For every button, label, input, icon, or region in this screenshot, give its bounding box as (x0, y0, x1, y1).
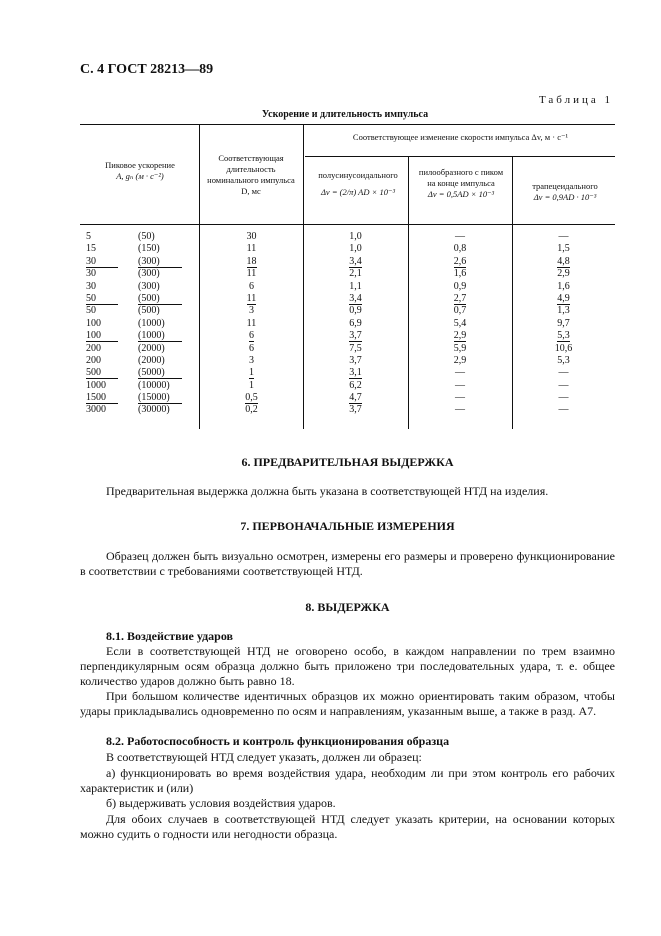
section-7-text: Образец должен быть визуально осмотрен, измерены его размеры и проверено функционирование в соответствии с требованиями соответствующей НТД. (80, 549, 615, 578)
section-8-1-title: 8.1. Воздействие ударов (106, 629, 234, 643)
table-row (80, 293, 615, 305)
cell-velocity-sawtooth: 2,9 (453, 354, 467, 366)
cell-velocity-sawtooth: — (455, 392, 465, 404)
cell-peak-acceleration-si: (30000) (138, 404, 170, 416)
table-group-rule (305, 156, 615, 157)
table-row (80, 268, 615, 280)
cell-duration: 6 (249, 280, 254, 292)
cell-duration: 11 (246, 317, 257, 329)
table-row (80, 281, 615, 293)
cell-peak-acceleration: 100 (86, 330, 118, 342)
cell-peak-acceleration-si: (2000) (138, 342, 165, 354)
cell-velocity-trapezoid: 1,6 (557, 280, 570, 292)
cell-duration: 18 (246, 255, 257, 267)
cell-velocity-trapezoid: — (558, 392, 569, 404)
section-6-text: Предварительная выдержка должна быть указана в соответствующей НТД на изделия. (106, 484, 549, 498)
cell-duration: 11 (246, 292, 257, 304)
cell-velocity-halfsine: 4,7 (349, 392, 362, 404)
header-velocity-change: Соответствующее изменение скорости импульса Δv, м · с⁻¹ (352, 132, 569, 142)
cell-velocity-sawtooth: 2,9 (453, 330, 467, 342)
cell-velocity-halfsine: 3,7 (349, 354, 362, 366)
cell-duration: 11 (246, 268, 257, 280)
cell-peak-acceleration: 30 (86, 256, 118, 268)
cell-peak-acceleration-si: (300) (138, 268, 160, 280)
table-row (80, 256, 615, 268)
cell-velocity-trapezoid: — (558, 231, 569, 242)
cell-velocity-halfsine: 6,2 (349, 379, 362, 391)
header-trapezoid: трапецеидального Δv = 0,9AD · 10⁻³ (532, 181, 598, 202)
cell-peak-acceleration: 1500 (86, 392, 118, 404)
cell-velocity-sawtooth: 0,9 (453, 280, 467, 292)
cell-peak-acceleration: 1000 (86, 379, 106, 391)
cell-peak-acceleration-si: (15000) (138, 392, 182, 404)
table-title: Ускорение и длительность импульса (261, 109, 429, 120)
cell-duration: 11 (246, 243, 257, 255)
table-header-rule (80, 224, 615, 225)
section-6-title: 6. ПРЕДВАРИТЕЛЬНАЯ ВЫДЕРЖКА (241, 455, 454, 469)
cell-peak-acceleration: 30 (86, 268, 96, 280)
cell-peak-acceleration-si: (500) (138, 305, 160, 317)
cell-velocity-halfsine: 2,1 (349, 268, 362, 280)
cell-velocity-trapezoid: — (558, 367, 569, 379)
cell-velocity-trapezoid: 5,3 (557, 354, 570, 366)
table-row (80, 330, 615, 342)
cell-velocity-trapezoid: 2,9 (557, 268, 570, 280)
cell-peak-acceleration-si: (5000) (138, 367, 182, 379)
cell-peak-acceleration: 3000 (86, 404, 106, 416)
header-duration: Соответствующая длительность номинального импульса D, мс (207, 153, 295, 196)
cell-duration: 1 (249, 379, 254, 391)
cell-peak-acceleration-si: (300) (138, 256, 182, 268)
cell-peak-acceleration-si: (500) (138, 293, 182, 305)
cell-duration: 6 (249, 342, 254, 354)
cell-velocity-trapezoid: 1,3 (557, 305, 570, 317)
table-row (80, 243, 615, 255)
cell-peak-acceleration-si: (1000) (138, 330, 182, 342)
cell-velocity-trapezoid: 10,6 (554, 342, 573, 354)
page-header: С. 4 ГОСТ 28213—89 (80, 62, 214, 77)
cell-velocity-halfsine: 3,1 (349, 367, 362, 379)
cell-velocity-trapezoid: — (558, 379, 569, 391)
cell-velocity-trapezoid: 9,7 (557, 317, 570, 329)
header-halfsine: полусинусоидального Δv = (2/π) AD × 10⁻³ (318, 170, 398, 197)
section-8-1-paragraph-2: При большом количестве идентичных образцов их можно ориентировать таким образом, чтобы удары прикладывались одновременно по осям и направлениям, указанным выше, а также в разд. А7. (80, 689, 615, 718)
cell-velocity-sawtooth: 0,8 (453, 243, 467, 255)
cell-peak-acceleration-si: (50) (138, 231, 155, 242)
cell-velocity-sawtooth: 5,9 (453, 342, 467, 354)
section-7-title: 7. ПЕРВОНАЧАЛЬНЫЕ ИЗМЕРЕНИЯ (240, 519, 455, 533)
cell-peak-acceleration-si: (150) (138, 243, 160, 255)
cell-peak-acceleration: 5 (86, 231, 91, 242)
cell-velocity-sawtooth: — (455, 367, 465, 379)
cell-velocity-halfsine: 3,4 (349, 292, 362, 304)
cell-peak-acceleration: 200 (86, 354, 101, 366)
cell-duration: 3 (249, 305, 254, 317)
cell-velocity-sawtooth: 0,7 (453, 305, 467, 317)
section-8-2-paragraph-2: Для обоих случаев в соответствующей НТД следует указать критерии, на основании которых можно судить о годности или негодности образца. (80, 812, 615, 841)
cell-velocity-sawtooth: 2,7 (453, 292, 467, 304)
cell-velocity-halfsine: 7,5 (349, 342, 362, 354)
cell-peak-acceleration: 200 (86, 342, 101, 354)
cell-velocity-halfsine: 1,0 (349, 243, 362, 255)
cell-peak-acceleration: 50 (86, 293, 118, 305)
cell-peak-acceleration: 500 (86, 367, 118, 379)
cell-peak-acceleration-si: (2000) (138, 354, 165, 366)
section-8-1-paragraph-1: Если в соответствующей НТД не оговорено особо, в каждом направлении по трем взаимно перпендикулярным осям образца должно быть приложено три последовательных удара, т. е. общее количество ударов должно быть равно 18. (80, 644, 615, 688)
cell-velocity-trapezoid: — (558, 404, 569, 416)
cell-velocity-halfsine: 1,0 (349, 231, 362, 242)
section-8-2-item-b: б) выдерживать условия воздействия ударов. (106, 796, 336, 810)
cell-peak-acceleration-si: (1000) (138, 317, 165, 329)
cell-duration: 6 (249, 330, 254, 342)
table-row (80, 404, 615, 416)
cell-velocity-halfsine: 6,9 (349, 317, 362, 329)
table-body (80, 231, 615, 417)
cell-velocity-halfsine: 1,1 (349, 280, 362, 292)
cell-duration: 0,5 (245, 392, 258, 404)
cell-duration: 1 (249, 367, 254, 379)
table-number: Таблица 1 (538, 94, 613, 106)
section-8-2-title: 8.2. Работоспособность и контроль функционирования образца (106, 734, 450, 748)
cell-peak-acceleration: 30 (86, 280, 96, 292)
table-row (80, 305, 615, 317)
cell-velocity-trapezoid: 5,3 (557, 330, 570, 342)
cell-velocity-halfsine: 0,9 (349, 305, 362, 317)
cell-peak-acceleration-si: (300) (138, 280, 160, 292)
cell-peak-acceleration-si: (10000) (138, 379, 170, 391)
cell-velocity-sawtooth: — (455, 231, 465, 242)
cell-velocity-trapezoid: 4,8 (557, 255, 570, 267)
cell-velocity-halfsine: 3,7 (349, 404, 362, 416)
section-8-2-item-a: а) функционировать во время воздействия удара, необходим ли при этом контроль его рабочих характеристик и (или) (80, 766, 615, 795)
cell-peak-acceleration: 50 (86, 305, 96, 317)
table-row (80, 318, 615, 330)
cell-velocity-sawtooth: 1,6 (453, 268, 467, 280)
table-row (80, 380, 615, 392)
cell-peak-acceleration: 100 (86, 317, 101, 329)
section-8-2-paragraph-1: В соответствующей НТД следует указать, должен ли образец: (106, 750, 422, 764)
cell-duration: 30 (246, 231, 257, 242)
cell-velocity-trapezoid: 4,9 (557, 292, 570, 304)
cell-velocity-sawtooth: 5,4 (453, 317, 467, 329)
header-peak-acceleration: Пиковое ускорение A, gₙ (м · с⁻²) (105, 160, 175, 181)
cell-velocity-halfsine: 3,4 (349, 255, 362, 267)
cell-velocity-sawtooth: — (455, 404, 465, 416)
cell-peak-acceleration: 15 (86, 243, 96, 255)
cell-velocity-trapezoid: 1,5 (557, 243, 570, 255)
table-row (80, 392, 615, 404)
cell-velocity-sawtooth: — (455, 379, 465, 391)
header-sawtooth: пилообразного с пиком на конце импульса Δv = 0,5AD × 10⁻³ (418, 167, 504, 199)
table-row (80, 367, 615, 379)
section-8-title: 8. ВЫДЕРЖКА (305, 600, 390, 614)
table-top-rule (80, 124, 615, 125)
cell-velocity-halfsine: 3,7 (349, 330, 362, 342)
cell-duration: 3 (249, 354, 254, 366)
table-row (80, 355, 615, 367)
table-row (80, 231, 615, 243)
cell-velocity-sawtooth: 2,6 (453, 255, 467, 267)
table-row (80, 343, 615, 355)
cell-duration: 0,2 (245, 404, 258, 416)
